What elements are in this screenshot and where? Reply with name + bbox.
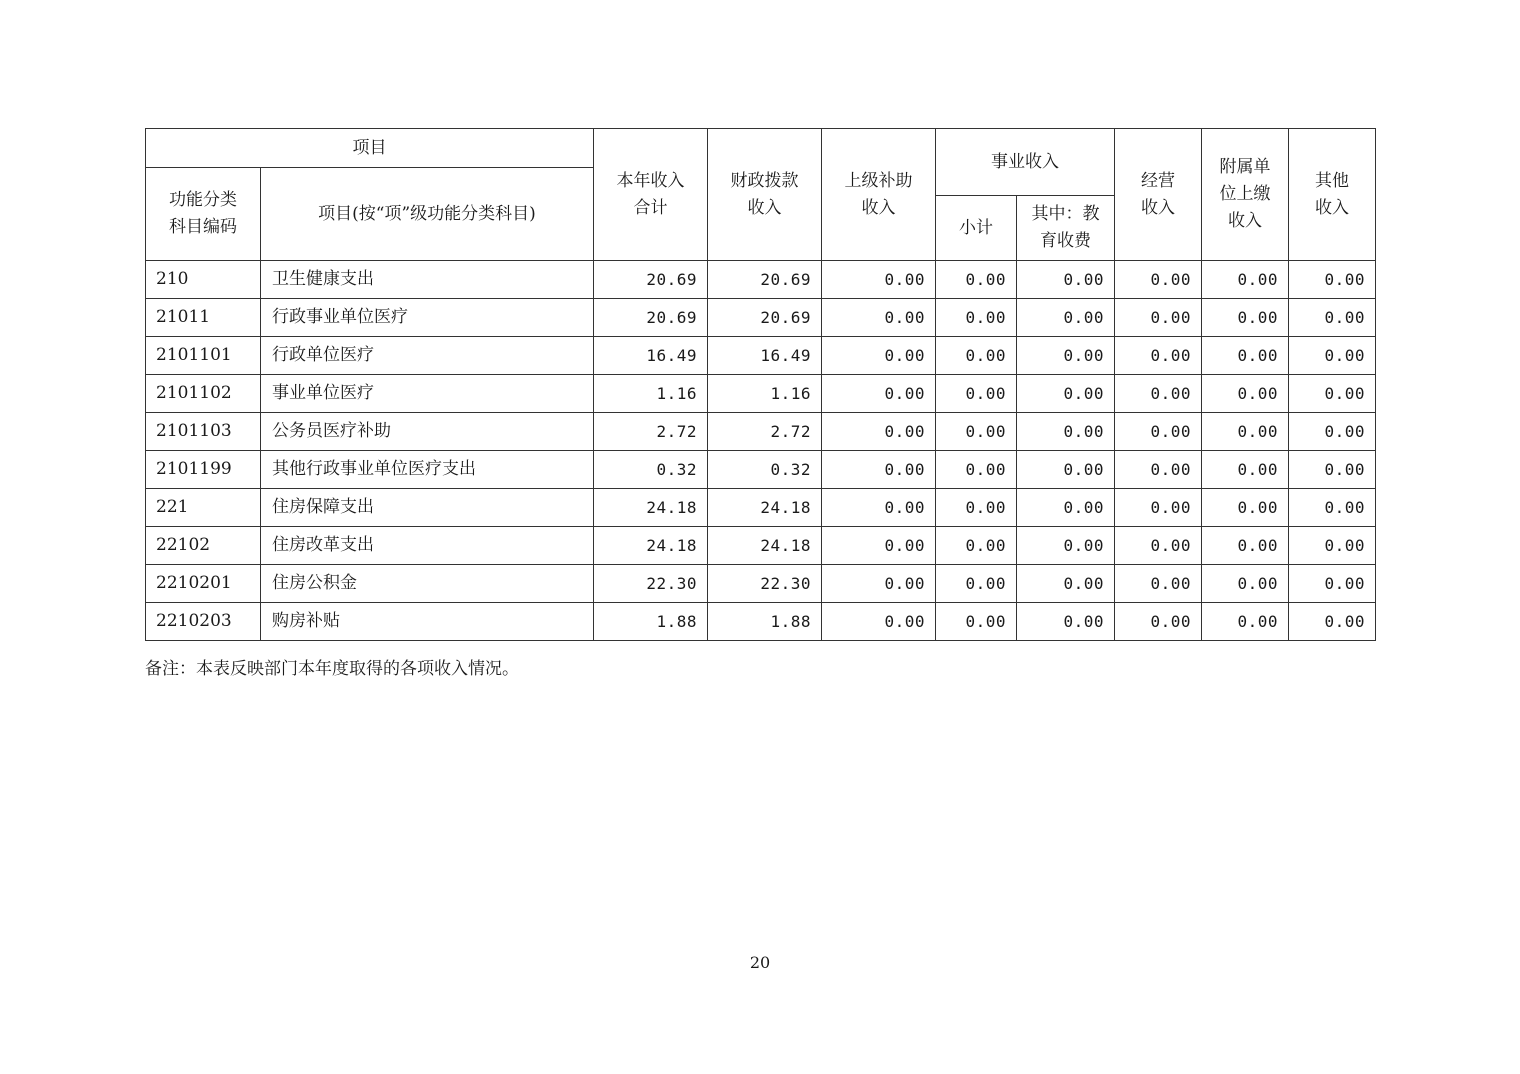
cell-affiliate-income: 0.00 <box>1202 261 1289 299</box>
cell-other-income: 0.00 <box>1289 375 1376 413</box>
cell-item-name: 卫生健康支出 <box>261 261 594 299</box>
cell-fiscal-appropriation: 1.16 <box>708 375 822 413</box>
cell-superior-subsidy: 0.00 <box>822 261 936 299</box>
table-row <box>146 451 1376 489</box>
cell-career-education-fees: 0.00 <box>1017 261 1115 299</box>
cell-total-income: 22.30 <box>594 565 708 603</box>
table-row <box>146 565 1376 603</box>
cell-total-income: 20.69 <box>594 261 708 299</box>
cell-affiliate-income: 0.00 <box>1202 413 1289 451</box>
cell-business-income: 0.00 <box>1115 375 1202 413</box>
cell-total-income: 0.32 <box>594 451 708 489</box>
cell-career-subtotal: 0.00 <box>936 337 1017 375</box>
cell-business-income: 0.00 <box>1115 261 1202 299</box>
cell-item-name: 住房公积金 <box>261 565 594 603</box>
cell-total-income: 20.69 <box>594 299 708 337</box>
cell-business-income: 0.00 <box>1115 337 1202 375</box>
cell-function-code: 210 <box>146 261 261 299</box>
cell-function-code: 2101101 <box>146 337 261 375</box>
cell-other-income: 0.00 <box>1289 299 1376 337</box>
table-row <box>146 261 1376 299</box>
page-number: 20 <box>749 953 771 972</box>
table-row <box>146 413 1376 451</box>
cell-business-income: 0.00 <box>1115 489 1202 527</box>
cell-other-income: 0.00 <box>1289 527 1376 565</box>
cell-item-name: 购房补贴 <box>261 603 594 641</box>
cell-fiscal-appropriation: 1.88 <box>708 603 822 641</box>
cell-item-name: 行政单位医疗 <box>261 337 594 375</box>
cell-affiliate-income: 0.00 <box>1202 565 1289 603</box>
cell-item-name: 住房保障支出 <box>261 489 594 527</box>
table-row <box>146 375 1376 413</box>
cell-career-education-fees: 0.00 <box>1017 489 1115 527</box>
cell-other-income: 0.00 <box>1289 451 1376 489</box>
cell-career-subtotal: 0.00 <box>936 375 1017 413</box>
cell-career-education-fees: 0.00 <box>1017 299 1115 337</box>
cell-career-subtotal: 0.00 <box>936 527 1017 565</box>
cell-career-subtotal: 0.00 <box>936 489 1017 527</box>
cell-business-income: 0.00 <box>1115 299 1202 337</box>
cell-other-income: 0.00 <box>1289 565 1376 603</box>
header-function-code: 功能分类 科目编码 <box>146 168 261 261</box>
header-career-education-fees: 其中：教 育收费 <box>1017 196 1115 261</box>
cell-function-code: 2101199 <box>146 451 261 489</box>
cell-other-income: 0.00 <box>1289 261 1376 299</box>
table-note: 备注：本表反映部门本年度取得的各项收入情况。 <box>145 659 519 679</box>
cell-superior-subsidy: 0.00 <box>822 337 936 375</box>
cell-item-name: 住房改革支出 <box>261 527 594 565</box>
cell-superior-subsidy: 0.00 <box>822 375 936 413</box>
cell-fiscal-appropriation: 20.69 <box>708 261 822 299</box>
cell-other-income: 0.00 <box>1289 413 1376 451</box>
cell-business-income: 0.00 <box>1115 451 1202 489</box>
cell-superior-subsidy: 0.00 <box>822 413 936 451</box>
cell-function-code: 2101102 <box>146 375 261 413</box>
cell-career-subtotal: 0.00 <box>936 451 1017 489</box>
cell-item-name: 公务员医疗补助 <box>261 413 594 451</box>
cell-item-name: 事业单位医疗 <box>261 375 594 413</box>
cell-fiscal-appropriation: 24.18 <box>708 527 822 565</box>
header-affiliate-income: 附属单 位上缴 收入 <box>1202 129 1289 261</box>
cell-career-subtotal: 0.00 <box>936 299 1017 337</box>
cell-other-income: 0.00 <box>1289 489 1376 527</box>
cell-item-name: 其他行政事业单位医疗支出 <box>261 451 594 489</box>
header-other-income: 其他 收入 <box>1289 129 1376 261</box>
header-career-subtotal: 小计 <box>936 196 1017 261</box>
cell-affiliate-income: 0.00 <box>1202 489 1289 527</box>
cell-other-income: 0.00 <box>1289 603 1376 641</box>
table-row <box>146 337 1376 375</box>
cell-total-income: 24.18 <box>594 527 708 565</box>
cell-function-code: 22102 <box>146 527 261 565</box>
cell-function-code: 2210201 <box>146 565 261 603</box>
header-business-income: 经营 收入 <box>1115 129 1202 261</box>
cell-career-education-fees: 0.00 <box>1017 527 1115 565</box>
cell-business-income: 0.00 <box>1115 527 1202 565</box>
table-row <box>146 603 1376 641</box>
cell-career-subtotal: 0.00 <box>936 565 1017 603</box>
cell-superior-subsidy: 0.00 <box>822 489 936 527</box>
cell-fiscal-appropriation: 20.69 <box>708 299 822 337</box>
cell-total-income: 16.49 <box>594 337 708 375</box>
cell-total-income: 1.88 <box>594 603 708 641</box>
cell-superior-subsidy: 0.00 <box>822 603 936 641</box>
cell-career-education-fees: 0.00 <box>1017 413 1115 451</box>
table-body <box>146 261 1376 641</box>
cell-fiscal-appropriation: 24.18 <box>708 489 822 527</box>
header-total-income: 本年收入 合计 <box>594 129 708 261</box>
cell-superior-subsidy: 0.00 <box>822 299 936 337</box>
cell-business-income: 0.00 <box>1115 603 1202 641</box>
cell-function-code: 221 <box>146 489 261 527</box>
cell-superior-subsidy: 0.00 <box>822 451 936 489</box>
cell-career-subtotal: 0.00 <box>936 261 1017 299</box>
cell-affiliate-income: 0.00 <box>1202 451 1289 489</box>
cell-total-income: 1.16 <box>594 375 708 413</box>
cell-function-code: 2101103 <box>146 413 261 451</box>
cell-career-education-fees: 0.00 <box>1017 337 1115 375</box>
cell-function-code: 21011 <box>146 299 261 337</box>
cell-fiscal-appropriation: 22.30 <box>708 565 822 603</box>
cell-career-subtotal: 0.00 <box>936 413 1017 451</box>
header-fiscal-appropriation: 财政拨款 收入 <box>708 129 822 261</box>
cell-other-income: 0.00 <box>1289 337 1376 375</box>
cell-career-education-fees: 0.00 <box>1017 375 1115 413</box>
table-row <box>146 489 1376 527</box>
cell-career-education-fees: 0.00 <box>1017 603 1115 641</box>
table-row <box>146 527 1376 565</box>
cell-business-income: 0.00 <box>1115 413 1202 451</box>
cell-fiscal-appropriation: 0.32 <box>708 451 822 489</box>
cell-business-income: 0.00 <box>1115 565 1202 603</box>
cell-affiliate-income: 0.00 <box>1202 299 1289 337</box>
cell-item-name: 行政事业单位医疗 <box>261 299 594 337</box>
cell-total-income: 24.18 <box>594 489 708 527</box>
header-career-income-group: 事业收入 <box>936 129 1115 196</box>
cell-fiscal-appropriation: 2.72 <box>708 413 822 451</box>
cell-career-education-fees: 0.00 <box>1017 451 1115 489</box>
cell-affiliate-income: 0.00 <box>1202 337 1289 375</box>
table-row <box>146 299 1376 337</box>
cell-fiscal-appropriation: 16.49 <box>708 337 822 375</box>
table-header <box>146 129 1376 261</box>
cell-affiliate-income: 0.00 <box>1202 603 1289 641</box>
income-table <box>145 128 1376 641</box>
cell-affiliate-income: 0.00 <box>1202 375 1289 413</box>
header-superior-subsidy: 上级补助 收入 <box>822 129 936 261</box>
cell-affiliate-income: 0.00 <box>1202 527 1289 565</box>
header-item-name: 项目(按“项”级功能分类科目) <box>261 168 594 261</box>
cell-superior-subsidy: 0.00 <box>822 527 936 565</box>
cell-total-income: 2.72 <box>594 413 708 451</box>
cell-function-code: 2210203 <box>146 603 261 641</box>
cell-career-subtotal: 0.00 <box>936 603 1017 641</box>
cell-career-education-fees: 0.00 <box>1017 565 1115 603</box>
header-project-group: 项目 <box>146 129 594 168</box>
cell-superior-subsidy: 0.00 <box>822 565 936 603</box>
